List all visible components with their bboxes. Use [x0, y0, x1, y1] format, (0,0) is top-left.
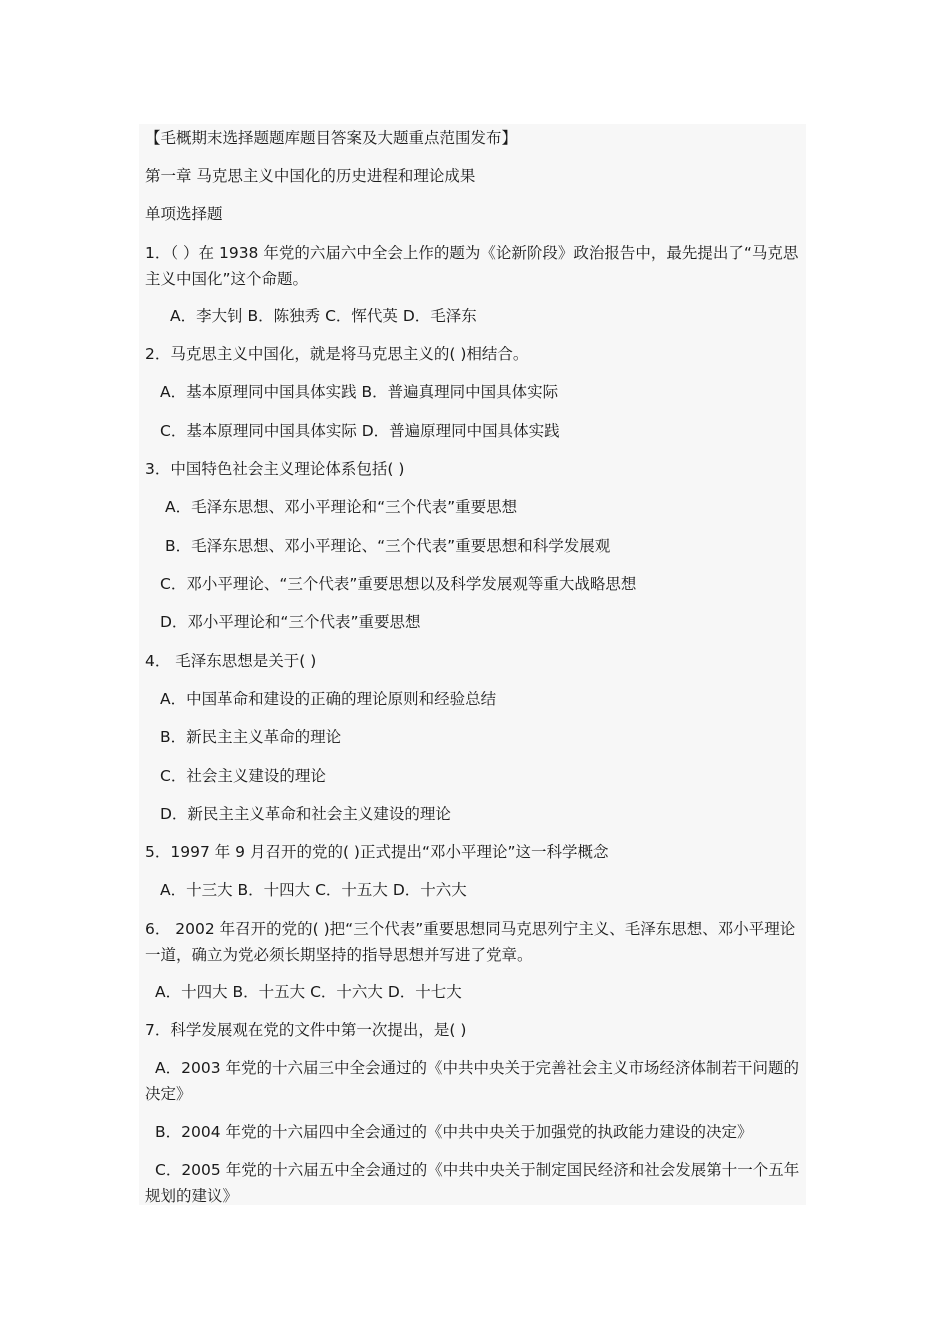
question-3-stem: 3．中国特色社会主义理论体系包括( ): [145, 460, 405, 478]
question-4-option-d: D．新民主主义革命和社会主义建设的理论: [160, 805, 451, 823]
question-7-option-b: B．2004 年党的十六届四中全会通过的《中共中央关于加强党的执政能力建设的决定》: [155, 1123, 753, 1141]
question-3-option-c: C．邓小平理论、“三个代表”重要思想以及科学发展观等重大战略思想: [160, 575, 637, 593]
document-title: 【毛概期末选择题题库题目答案及大题重点范围发布】: [145, 129, 518, 147]
question-3-option-a: A．毛泽东思想、邓小平理论和“三个代表”重要思想: [165, 498, 518, 516]
question-2-options-row-2: C．基本原理同中国具体实际 D．普遍原理同中国具体实践: [160, 422, 560, 440]
chapter-heading: 第一章 马克思主义中国化的历史进程和理论成果: [145, 167, 476, 185]
question-4-stem: 4． 毛泽东思想是关于( ): [145, 652, 317, 670]
question-4-option-b: B．新民主主义革命的理论: [160, 728, 342, 746]
section-heading: 单项选择题: [145, 205, 223, 223]
question-2-stem: 2．马克思主义中国化，就是将马克思主义的( )相结合。: [145, 345, 529, 363]
question-3-option-d: D．邓小平理论和“三个代表”重要思想: [160, 613, 421, 631]
question-4-option-c: C．社会主义建设的理论: [160, 767, 326, 785]
question-5-stem: 5．1997 年 9 月召开的党的( )正式提出“邓小平理论”这一科学概念: [145, 843, 609, 861]
question-7-option-c: C．2005 年党的十六届五中全会通过的《中共中央关于制定国民经济和社会发展第十一个五年规划的建议》: [145, 1161, 800, 1205]
question-7-option-a: A．2003 年党的十六届三中全会通过的《中共中央关于完善社会主义市场经济体制若干问题的决定》: [145, 1059, 799, 1103]
question-3-option-b: B．毛泽东思想、邓小平理论、“三个代表”重要思想和科学发展观: [165, 537, 611, 555]
question-7-stem: 7．科学发展观在党的文件中第一次提出，是( ): [145, 1021, 467, 1039]
question-5-options: A．十三大 B．十四大 C．十五大 D．十六大: [160, 881, 467, 899]
question-2-options-row-1: A．基本原理同中国具体实践 B．普遍真理同中国具体实际: [160, 383, 559, 401]
question-4-option-a: A．中国革命和建设的正确的理论原则和经验总结: [160, 690, 497, 708]
question-1-stem: 1．（ ）在 1938 年党的六届六中全会上作的题为《论新阶段》政治报告中，最先提出了“马克思主义中国化”这个命题。: [145, 244, 799, 288]
question-1-options: A．李大钊 B．陈独秀 C．恽代英 D．毛泽东: [170, 307, 477, 325]
question-6-options: A．十四大 B．十五大 C．十六大 D．十七大: [155, 983, 462, 1001]
question-6-stem: 6． 2002 年召开的党的( )把“三个代表”重要思想同马克思列宁主义、毛泽东思想、邓小平理论一道，确立为党必须长期坚持的指导思想并写进了党章。: [145, 920, 796, 964]
